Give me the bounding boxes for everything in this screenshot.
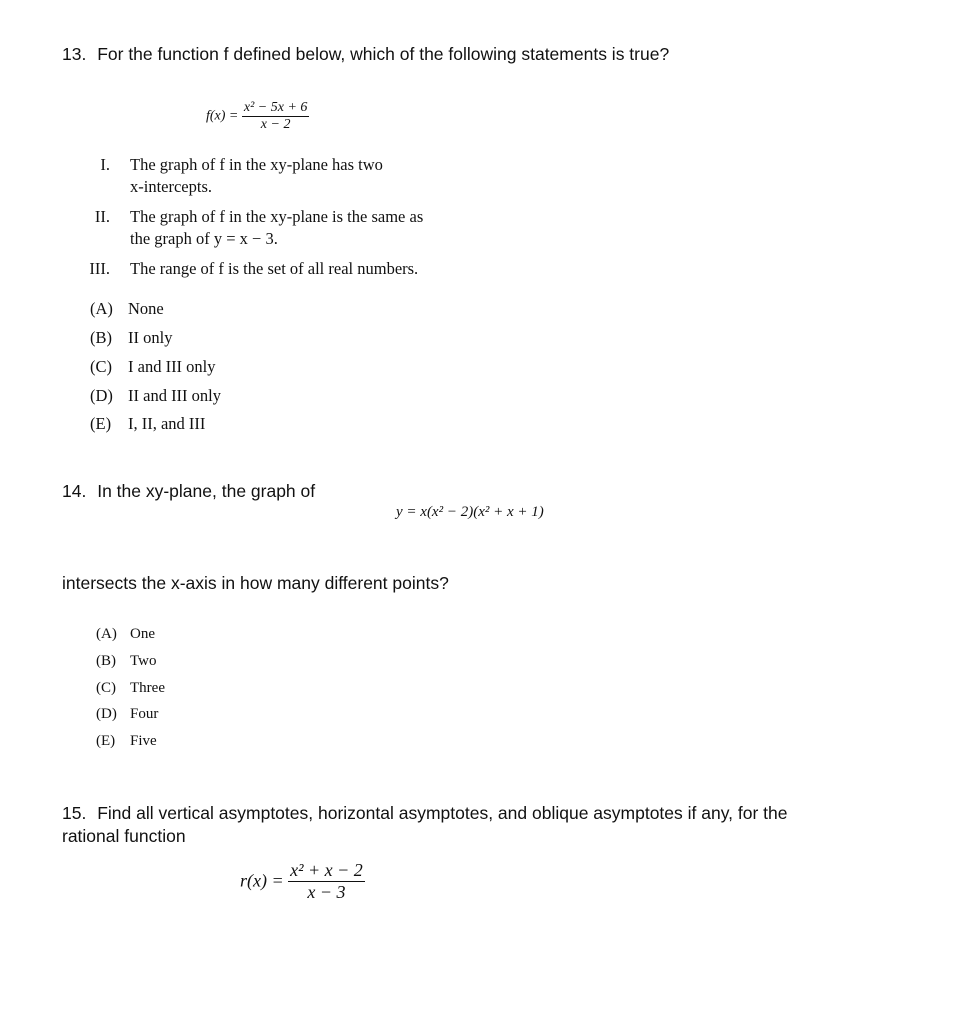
q13-prompt-text: For the function f defined below, which of the following statements is true? (97, 44, 670, 64)
q15-formula-denominator: x − 3 (307, 881, 346, 902)
q14-choice-d-label: (D) (96, 706, 117, 722)
q13-prompt (62, 44, 669, 65)
q13-formula-fraction (242, 100, 310, 133)
q15-formula-lhs: r(x) = (240, 870, 284, 891)
q13-choice-d (90, 386, 221, 406)
q13-statement-2-line-2: the graph of y = x − 3. (130, 229, 278, 248)
q14-choice-c-label: (C) (96, 680, 116, 696)
q14-equation: y = x(x² − 2)(x² + x + 1) (396, 504, 544, 520)
q14-choice-a (96, 626, 155, 643)
q14-choice-c (96, 680, 165, 697)
q14-choice-d-text: Four (130, 706, 159, 722)
q13-choice-c (90, 357, 216, 377)
q13-choice-e-label: (E) (90, 414, 112, 433)
q13-statement-1-roman: I. (100, 155, 110, 174)
q13-choice-b (90, 328, 172, 348)
q15-prompt-text: Find all vertical asymptotes, horizontal asymptotes, and oblique asymptotes if any, for the (97, 803, 788, 823)
q14-choice-e (96, 733, 157, 750)
q13-statement-1-line-2: x-intercepts. (130, 177, 213, 196)
q13-choice-c-label: (C) (90, 357, 112, 376)
q14-choice-b-label: (B) (96, 653, 116, 669)
q15-formula-fraction (288, 860, 365, 902)
q14-number: 14. (62, 481, 87, 501)
q13-choice-a-text: None (128, 299, 164, 318)
q13-choice-b-label: (B) (90, 328, 112, 347)
q14-choice-a-label: (A) (96, 626, 117, 642)
q13-choice-c-text: I and III only (128, 357, 216, 376)
q14-prompt-text: In the xy-plane, the graph of (97, 481, 316, 501)
q13-number: 13. (62, 44, 87, 64)
q13-statement-3-line-1: The range of f is the set of all real numbers. (130, 259, 419, 278)
q15-formula (240, 860, 365, 902)
q15-prompt-line-2: rational function (62, 826, 186, 846)
q13-formula (206, 100, 309, 133)
q13-choice-d-text: II and III only (128, 386, 222, 405)
q13-statement-1-line-1: The graph of f in the xy-plane has two (130, 155, 383, 174)
q13-statement-3-roman: III. (89, 259, 110, 278)
q14-choice-e-text: Five (130, 733, 157, 749)
q13-formula-numerator: x² − 5x + 6 (242, 100, 310, 117)
q13-statement-2-roman: II. (94, 207, 110, 226)
q13-choice-e (90, 414, 205, 434)
q15-prompt (62, 803, 788, 824)
q13-choice-e-text: I, II, and III (128, 414, 206, 433)
q13-choice-b-text: II only (128, 328, 173, 347)
q14-choice-d (96, 706, 158, 723)
q14-choice-b-text: Two (130, 653, 157, 669)
q14-prompt-continued: intersects the x-axis in how many different points? (62, 573, 449, 593)
q13-choice-a-label: (A) (90, 299, 113, 318)
q14-prompt (62, 481, 315, 502)
q13-statement-2-line-1: The graph of f in the xy-plane is the same as (130, 207, 424, 226)
q14-choice-b (96, 653, 156, 670)
q13-formula-denominator: x − 2 (260, 117, 291, 133)
q15-number: 15. (62, 803, 87, 823)
q14-choice-a-text: One (130, 626, 155, 642)
q13-choice-a (90, 299, 164, 319)
q15-formula-numerator: x² + x − 2 (290, 860, 363, 880)
q13-formula-lhs: f(x) = (206, 108, 239, 124)
q13-choice-d-label: (D) (90, 386, 113, 405)
q14-choice-e-label: (E) (96, 733, 116, 749)
q14-choice-c-text: Three (130, 680, 165, 696)
